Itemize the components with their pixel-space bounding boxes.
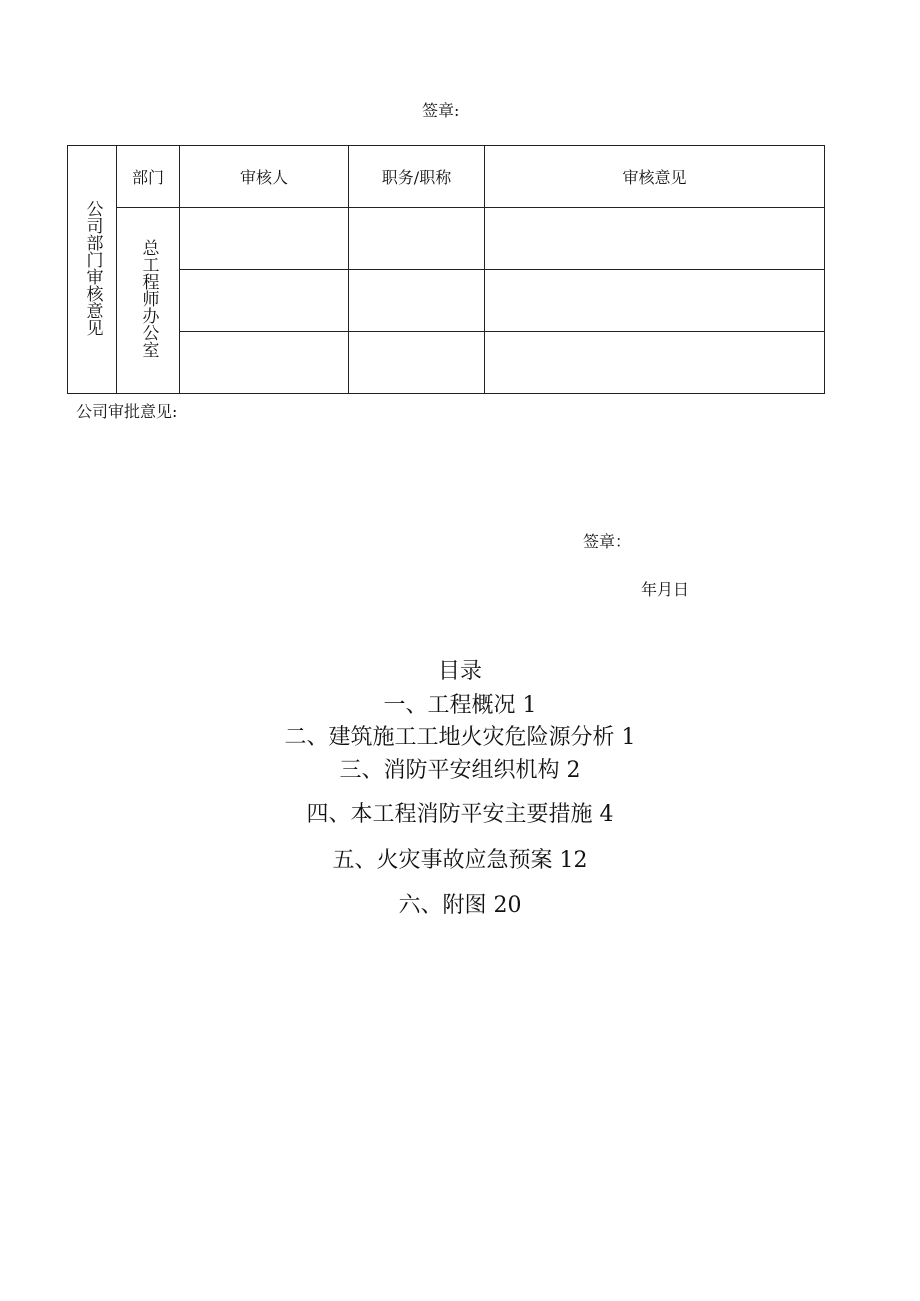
department-review-table bbox=[67, 145, 825, 394]
company-approval-label: 公司审批意见: bbox=[76, 402, 178, 421]
reviewer-cell[interactable] bbox=[180, 270, 349, 332]
toc-item[interactable]: 一、工程概况 1 bbox=[383, 693, 537, 718]
signature-label: 签章： bbox=[583, 532, 632, 551]
section-label: 公司部门审核意见 bbox=[82, 199, 103, 336]
reviewer-cell[interactable] bbox=[180, 332, 349, 394]
header-position: 职务/职称 bbox=[349, 146, 485, 208]
table-header-row bbox=[68, 146, 825, 208]
section-label-cell bbox=[68, 146, 117, 394]
toc-item[interactable]: 五、火灾事故应急预案 12 bbox=[332, 848, 588, 873]
signature-label-top: 签章: bbox=[422, 101, 460, 120]
reviewer-cell[interactable] bbox=[180, 208, 349, 270]
position-cell[interactable] bbox=[349, 332, 485, 394]
position-cell[interactable] bbox=[349, 208, 485, 270]
header-reviewer: 审核人 bbox=[180, 146, 349, 208]
header-opinion: 审核意见 bbox=[485, 146, 825, 208]
toc-item[interactable]: 三、消防平安组织机构 2 bbox=[339, 758, 581, 783]
department-name: 总工程师办公室 bbox=[138, 239, 159, 358]
table-row bbox=[68, 332, 825, 394]
department-cell bbox=[117, 208, 180, 394]
opinion-cell[interactable] bbox=[485, 332, 825, 394]
toc-item[interactable]: 四、本工程消防平安主要措施 4 bbox=[306, 802, 614, 827]
table-row bbox=[68, 208, 825, 270]
opinion-cell[interactable] bbox=[485, 208, 825, 270]
date-label: 年月日 bbox=[641, 580, 690, 599]
header-dept: 部门 bbox=[117, 146, 180, 208]
toc-item[interactable]: 六、附图 20 bbox=[398, 893, 522, 918]
table-row bbox=[68, 270, 825, 332]
opinion-cell[interactable] bbox=[485, 270, 825, 332]
toc-item[interactable]: 二、建筑施工工地火灾危险源分析 1 bbox=[284, 725, 636, 750]
toc-title: 目录 bbox=[437, 659, 482, 684]
position-cell[interactable] bbox=[349, 270, 485, 332]
